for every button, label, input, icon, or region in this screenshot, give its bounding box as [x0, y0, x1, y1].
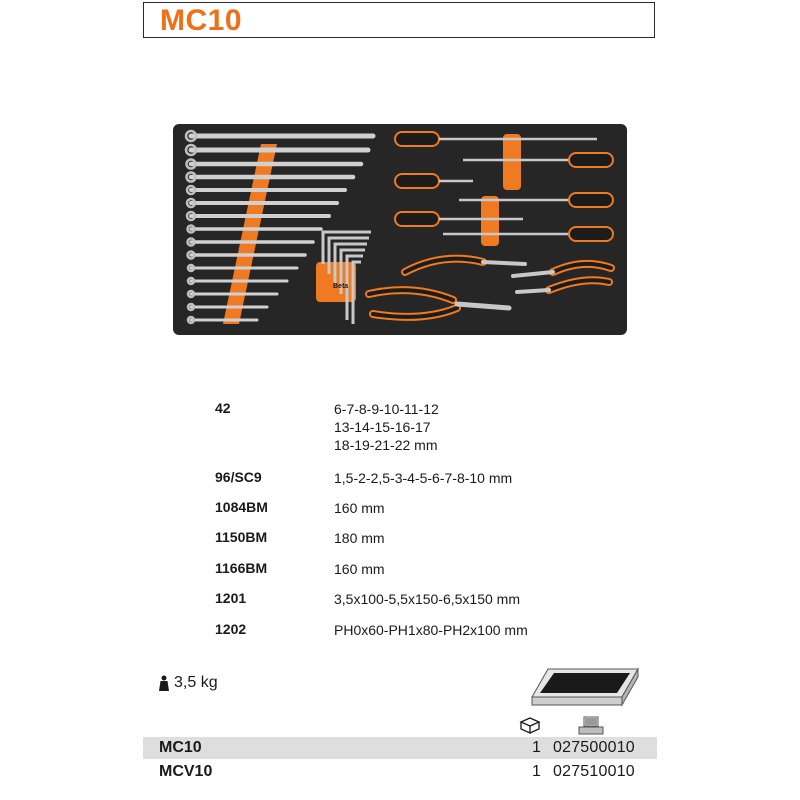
order-code: MC10: [159, 739, 202, 756]
page-title: MC10: [160, 4, 243, 37]
spec-desc-line: 6-7-8-9-10-11-12: [334, 401, 439, 417]
spec-desc: 1,5-2-2,5-3-4-5-6-7-8-10 mm: [334, 470, 513, 486]
spec-code: 96/SC9: [215, 469, 262, 485]
spec-desc: [334, 400, 439, 454]
spec-code: 1150BM: [215, 529, 268, 545]
spec-desc: 3,5x100-5,5x150-6,5x150 mm: [334, 591, 520, 607]
order-code: MCV10: [159, 763, 213, 780]
tray-drawer-icon: [528, 667, 640, 711]
spec-desc-line: 13-14-15-16-17: [334, 419, 431, 435]
spec-code: 1084BM: [215, 499, 268, 515]
order-number: 027500010: [553, 739, 635, 756]
order-qty: 1: [532, 739, 541, 756]
spec-desc: 160 mm: [334, 500, 385, 516]
spec-desc: PH0x60-PH1x80-PH2x100 mm: [334, 622, 528, 638]
pliers: [369, 259, 611, 317]
screwdriver-holder-1: [503, 134, 521, 190]
screwdriver-holder-2: [481, 196, 499, 246]
hex-key-set: [316, 232, 371, 324]
wrench-holder-strip: [223, 144, 277, 324]
package-icon: [518, 716, 542, 734]
tool-tray-illustration: [173, 124, 627, 335]
barcode-icon: [577, 716, 605, 736]
hex-key-brand: Beta: [333, 283, 349, 290]
order-row: [143, 761, 657, 783]
spec-desc-line: 18-19-21-22 mm: [334, 437, 438, 453]
weight-value: 3,5 kg: [174, 674, 218, 691]
product-image: [173, 124, 627, 335]
spec-code: 1202: [215, 621, 247, 637]
spec-code: 1166BM: [215, 560, 268, 576]
weight-info: [158, 674, 218, 692]
weight-icon: [158, 675, 170, 691]
title-box: [143, 2, 655, 38]
order-qty: 1: [532, 763, 541, 780]
spec-code: 1201: [215, 590, 247, 606]
order-row: [143, 737, 657, 759]
spec-code: 42: [215, 400, 231, 416]
spec-desc: 160 mm: [334, 561, 385, 577]
order-number: 027510010: [553, 763, 635, 780]
spec-desc: 180 mm: [334, 530, 385, 546]
